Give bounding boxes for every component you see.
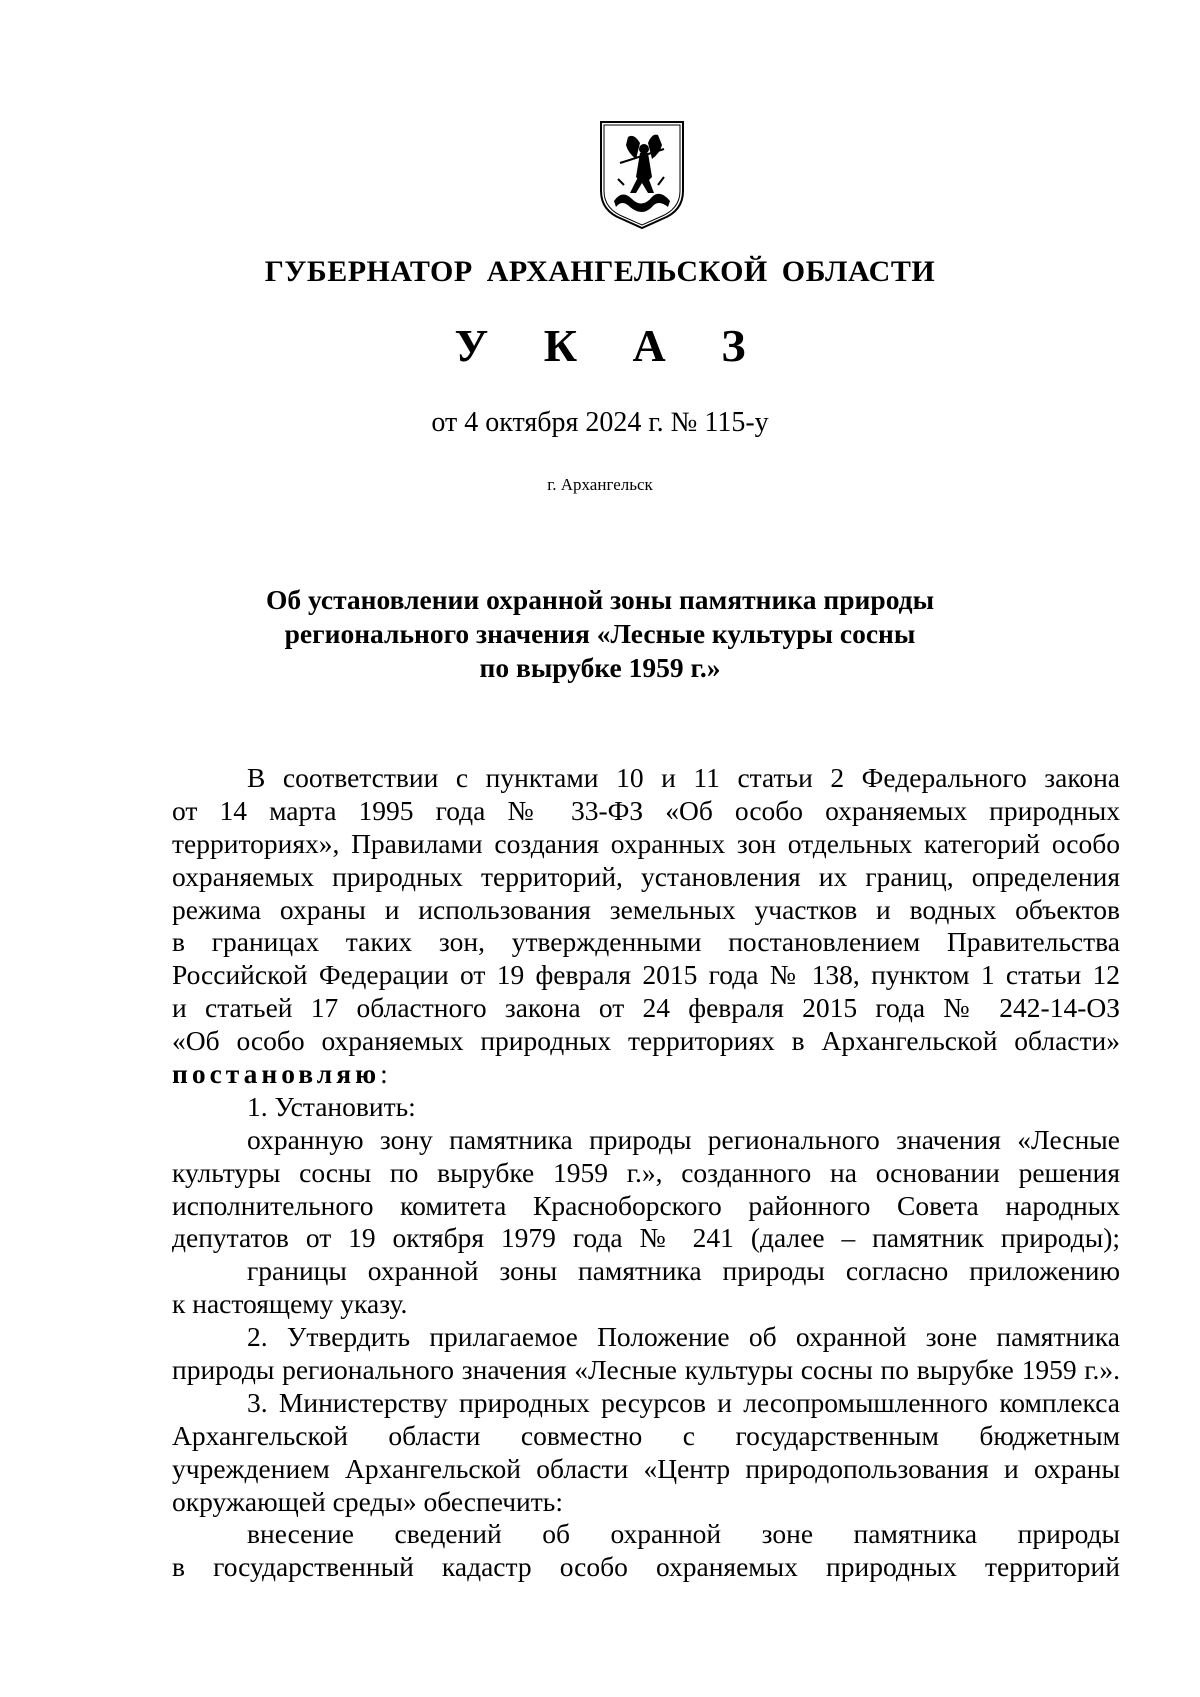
body-line: исполнительного комитета Красноборского районного Совета народных xyxy=(172,1189,1120,1221)
body-line: природы регионального значения «Лесные культуры сосны по вырубке 1959 г.». xyxy=(172,1354,1120,1386)
body-line: границы охранной зоны памятника природы согласно приложению xyxy=(247,1255,1120,1287)
body-line: и статьей 17 областного закона от 24 февраля 2015 года № 242-14-ОЗ xyxy=(172,992,1120,1024)
title-line: по вырубке 1959 г.» xyxy=(479,652,721,683)
title-line: регионального значения «Лесные культуры сосны xyxy=(284,618,916,649)
body-line: 1. Установить: xyxy=(247,1090,416,1122)
date-and-number: от 4 октября 2024 г. № 115-у xyxy=(431,407,769,438)
body-line xyxy=(172,1058,1120,1091)
body-line: Российской Федерации от 19 февраля 2015 года № 138, пунктом 1 статьи 12 xyxy=(172,959,1120,991)
document-body xyxy=(172,762,1120,1584)
body-line: внесение сведений об охранной зоне памятника природы xyxy=(247,1518,1120,1550)
body-line: депутатов от 19 октября 1979 года № 241 (далее – памятник природы); xyxy=(172,1222,1120,1254)
body-line: от 14 марта 1995 года № 33-ФЗ «Об особо охраняемых природных xyxy=(172,794,1120,826)
issuer-heading: ГУБЕРНАТОР АРХАНГЕЛЬСКОЙ ОБЛАСТИ xyxy=(264,255,936,288)
body-line: 2. Утвердить прилагаемое Положение об охранной зоне памятника xyxy=(247,1321,1120,1353)
body-line: охранную зону памятника природы регионального значения «Лесные xyxy=(247,1123,1120,1155)
body-line: к настоящему указу. xyxy=(172,1288,408,1320)
body-line: Архангельской области совместно с государственным бюджетным xyxy=(172,1419,1120,1451)
title-line: Об установлении охранной зоны памятника природы xyxy=(265,584,935,615)
body-line: в границах таких зон, утвержденными постановлением Правительства xyxy=(172,926,1120,958)
body-line: «Об особо охраняемых природных территориях в Архангельской области» xyxy=(172,1025,1120,1057)
coat-of-arms-emblem xyxy=(598,119,686,231)
resolution-word: постановляю xyxy=(172,1058,381,1090)
body-line: охраняемых природных территорий, установления их границ, определения xyxy=(172,860,1120,892)
body-line: учреждением Архангельской области «Центр природопользования и охраны xyxy=(172,1452,1120,1484)
body-line: режима охраны и использования земельных участков и водных объектов xyxy=(172,893,1120,925)
document-type-heading: У К А З xyxy=(454,320,768,371)
body-line: В соответствии с пунктами 10 и 11 статьи 2 Федерального закона xyxy=(247,762,1120,793)
body-line: 3. Министерству природных ресурсов и лесопромышленного комплекса xyxy=(247,1386,1120,1418)
body-line: окружающей среды» обеспечить: xyxy=(172,1485,563,1517)
body-line: культуры сосны по вырубке 1959 г.», созданного на основании решения xyxy=(172,1156,1120,1188)
body-line: в государственный кадастр особо охраняемых природных территорий xyxy=(172,1551,1120,1583)
resolution-colon: : xyxy=(380,1058,388,1090)
place-of-issue: г. Архангельск xyxy=(547,475,653,494)
document-title xyxy=(0,583,1200,685)
body-line: территориях», Правилами создания охранных зон отдельных категорий особо xyxy=(172,827,1120,859)
